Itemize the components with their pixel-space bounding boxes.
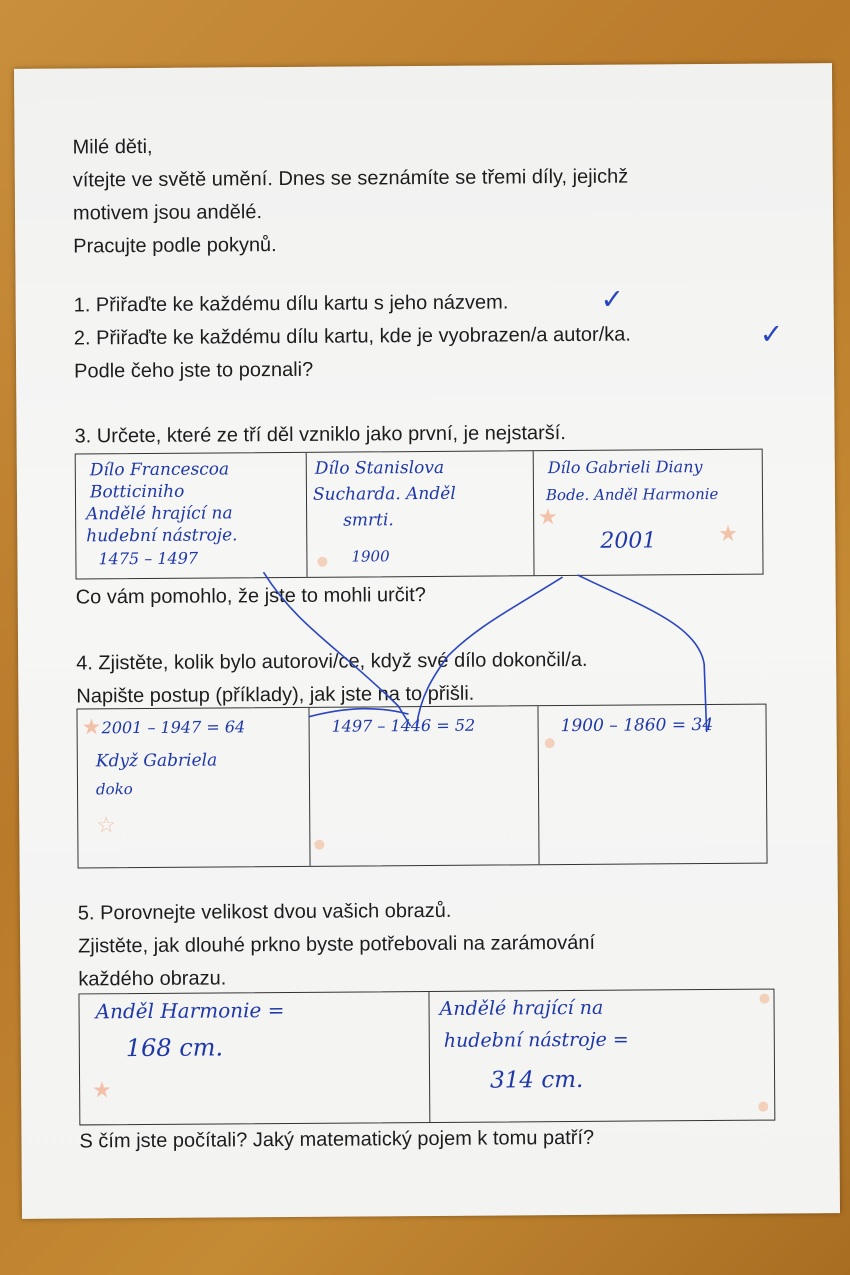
answer-line: 1475 – 1497 <box>98 548 199 569</box>
answer-line: Andělé hrající na <box>439 996 604 1020</box>
answer-line: Botticiniho <box>89 481 185 503</box>
answer-line: Bode. Anděl Harmonie <box>545 484 719 505</box>
star-icon: ★ <box>538 505 558 531</box>
task-1: 1. Přiřaďte ke každému dílu kartu s jeho názvem. <box>73 291 509 317</box>
star-icon: ☆ <box>96 813 117 839</box>
answer-line: Anděl Harmonie = <box>95 998 285 1024</box>
answer-line: hudební nástroje = <box>443 1028 629 1052</box>
intro-line-1: vítejte ve světě umění. Dnes se seznámíte se třemi díly, jejichž <box>72 165 629 192</box>
task-5-question: S čím jste počítali? Jaký matematický pojem k tomu patří? <box>79 1126 595 1153</box>
answer-line: Dílo Francescoa <box>89 459 230 481</box>
answer-line: doko <box>95 780 133 799</box>
handwritten-connector-lines <box>14 63 840 1219</box>
check-mark-icon: ✓ <box>600 282 625 316</box>
star-icon: ★ <box>92 1078 112 1104</box>
task-3-question: Co vám pomohlo, že jste to mohli určit? <box>75 584 426 609</box>
intro-line-2: motivem jsou andělé. <box>72 201 263 225</box>
task-3: 3. Určete, které ze tří děl vzniklo jako první, je nejstarší. <box>74 422 566 448</box>
task-5-instructions: Zjistěte, jak dlouhé prkno byste potřebovali na zarámování <box>78 931 596 958</box>
task-4: 4. Zjistěte, kolik bylo autorovi/ce, když své dílo dokončil/a. <box>76 648 588 675</box>
answer-line: hudební nástroje. <box>86 525 238 547</box>
answer-line: 1497 – 1446 = 52 <box>331 715 476 736</box>
task-4-instructions: Napište postup (příklady), jak jste na to přišli. <box>76 682 475 708</box>
answer-line: smrti. <box>343 510 394 531</box>
check-mark-icon: ✓ <box>759 317 784 351</box>
connector-stroke <box>264 571 411 727</box>
answer-line: Andělé hrající na <box>86 503 233 525</box>
answer-line: Když Gabriela <box>95 750 218 772</box>
star-icon: ★ <box>718 521 739 547</box>
task-5-instructions-2: každého obrazu. <box>78 967 227 991</box>
answer-line: 2001 <box>600 528 657 554</box>
connector-stroke <box>416 577 564 726</box>
answer-line: 314 cm. <box>489 1066 584 1094</box>
answer-line: Dílo Stanislova <box>314 457 445 479</box>
star-icon: ★ <box>81 715 102 741</box>
connector-stroke <box>578 574 707 733</box>
greeting: Milé děti, <box>72 135 153 159</box>
task-2-question: Podle čeho jste to poznali? <box>74 358 314 383</box>
answer-line: 1900 <box>351 547 390 566</box>
answer-line: 168 cm. <box>125 1033 224 1063</box>
answer-line: Sucharda. Anděl <box>312 483 456 505</box>
answer-line: Dílo Gabrieli Diany <box>547 457 703 478</box>
worksheet-paper <box>14 63 840 1219</box>
task-2: 2. Přiřaďte ke každému dílu kartu, kde je vyobrazen/a autor/ka. <box>73 323 631 350</box>
task-5: 5. Porovnejte velikost dvou vašich obrazů. <box>77 899 452 925</box>
answer-line: 2001 – 1947 = 64 <box>101 717 246 738</box>
answer-line: 1900 – 1860 = 34 <box>560 715 714 737</box>
connector-stroke <box>308 708 408 716</box>
intro-line-3: Pracujte podle pokynů. <box>73 234 277 258</box>
